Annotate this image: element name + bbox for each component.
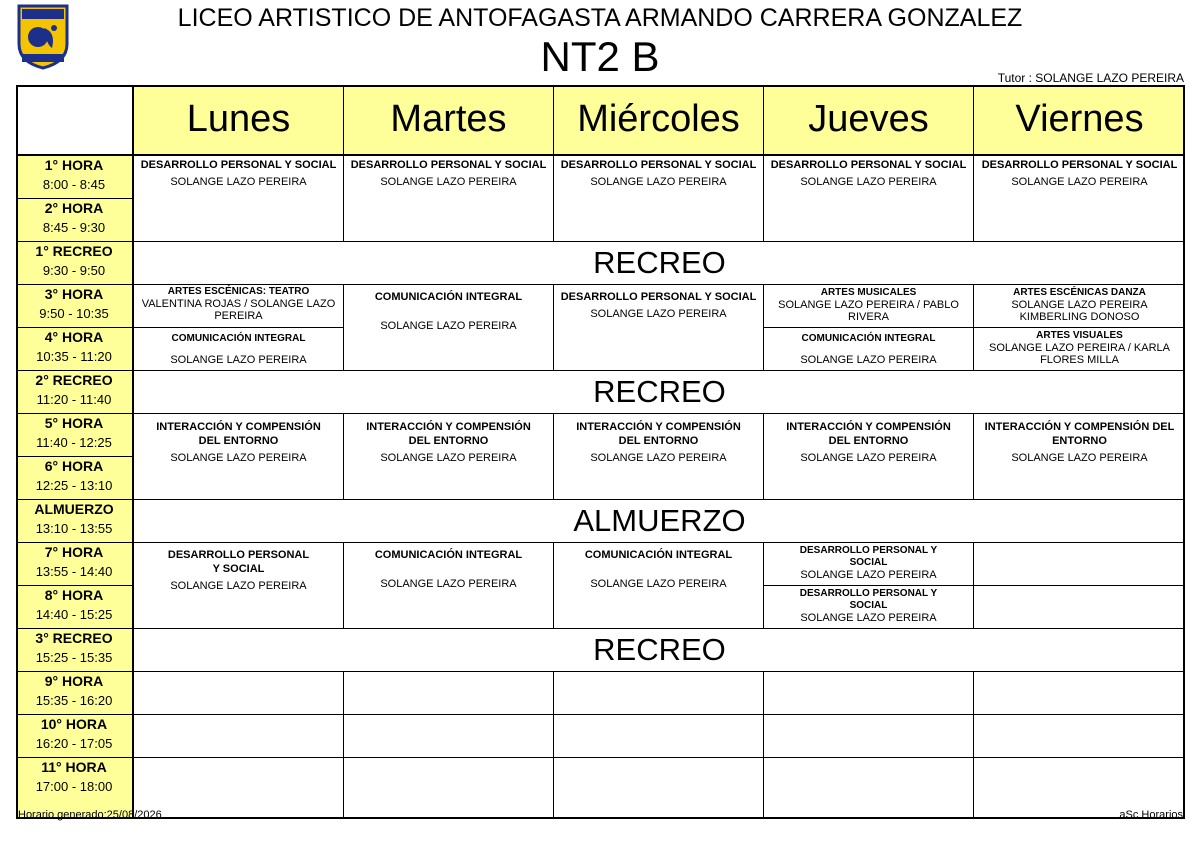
period-time: 9:50 - 10:35 <box>39 306 109 321</box>
period-time: 12:25 - 13:10 <box>35 478 113 493</box>
lesson-subject: ARTES ESCÉNICAS DANZA <box>1013 287 1146 298</box>
period-8 <box>16 586 134 629</box>
lesson-martes-3-4[interactable] <box>344 285 554 371</box>
day-header-miercoles: Miércoles <box>554 85 764 156</box>
period-almuerzo <box>16 500 134 543</box>
lesson-subject: DESARROLLO PERSONAL Y SOCIAL <box>560 291 757 303</box>
lesson-subject: COMUNICACIÓN INTEGRAL <box>584 549 733 561</box>
empty-cell[interactable] <box>554 715 764 758</box>
day-header-lunes: Lunes <box>134 85 344 156</box>
lesson-lunes-7-8[interactable] <box>134 543 344 629</box>
empty-cell[interactable] <box>764 758 974 819</box>
lesson-jueves-8[interactable] <box>764 586 974 629</box>
lesson-teacher: SOLANGE LAZO PEREIRA <box>170 452 307 464</box>
lesson-teacher: SOLANGE LAZO PEREIRA / KARLA FLORES MILLA <box>989 342 1170 366</box>
generated-date: Horario generado:25/08/2026 <box>18 809 162 821</box>
lesson-subject: DESARROLLO PERSONAL Y SOCIAL <box>560 159 757 171</box>
school-name: LICEO ARTISTICO DE ANTOFAGASTA ARMANDO CARRERA GONZALEZ <box>177 4 1023 32</box>
lesson-martes-7-8[interactable] <box>344 543 554 629</box>
day-header-viernes: Viernes <box>974 85 1185 156</box>
lesson-subject: INTERACCIÓN Y COMPENSIÓN DEL ENTORNO <box>156 421 321 447</box>
lesson-teacher: SOLANGE LAZO PEREIRA <box>590 308 727 320</box>
lesson-jueves-1-2[interactable] <box>764 156 974 242</box>
lesson-subject: COMUNICACIÓN INTEGRAL <box>374 291 523 303</box>
empty-viernes-7[interactable] <box>974 543 1185 586</box>
lesson-subject: DESARROLLO PERSONAL Y SOCIAL <box>799 545 938 568</box>
period-time: 13:55 - 14:40 <box>35 564 113 579</box>
empty-cell[interactable] <box>344 672 554 715</box>
period-10 <box>16 715 134 758</box>
lesson-subject: INTERACCIÓN Y COMPENSIÓN DEL ENTORNO <box>984 421 1175 447</box>
school-logo <box>16 4 70 70</box>
lesson-subject: COMUNICACIÓN INTEGRAL <box>801 333 936 344</box>
lesson-subject: ARTES VISUALES <box>1036 330 1123 341</box>
empty-cell[interactable] <box>344 715 554 758</box>
period-name: 9° HORA <box>44 673 104 689</box>
period-1 <box>16 156 134 199</box>
lesson-teacher: SOLANGE LAZO PEREIRA <box>800 354 937 366</box>
period-5 <box>16 414 134 457</box>
lesson-teacher: SOLANGE LAZO PEREIRA <box>800 569 937 581</box>
lesson-teacher: SOLANGE LAZO PEREIRA <box>380 452 517 464</box>
period-name: 2° HORA <box>44 200 104 216</box>
period-time: 8:00 - 8:45 <box>42 177 106 192</box>
period-name: 5° HORA <box>44 415 104 431</box>
day-header-martes: Martes <box>344 85 554 156</box>
lesson-subject: DESARROLLO PERSONAL Y SOCIAL <box>140 159 337 171</box>
lesson-subject: DESARROLLO PERSONAL Y SOCIAL <box>799 588 938 611</box>
lesson-viernes-3[interactable] <box>974 285 1185 328</box>
period-name: 1° HORA <box>44 157 104 173</box>
tutor-label: Tutor : SOLANGE LAZO PEREIRA <box>997 71 1184 85</box>
period-6 <box>16 457 134 500</box>
empty-cell[interactable] <box>554 758 764 819</box>
lesson-viernes-4[interactable] <box>974 328 1185 371</box>
period-time: 13:10 - 13:55 <box>35 521 113 536</box>
lesson-subject: ARTES MUSICALES <box>820 287 917 298</box>
period-time: 15:35 - 16:20 <box>35 693 113 708</box>
lesson-teacher: SOLANGE LAZO PEREIRA <box>380 578 517 590</box>
period-9 <box>16 672 134 715</box>
period-7 <box>16 543 134 586</box>
period-name: 11° HORA <box>41 759 107 775</box>
period-time: 15:25 - 15:35 <box>35 650 113 665</box>
lesson-miercoles-7-8[interactable] <box>554 543 764 629</box>
lesson-miercoles-3-4[interactable] <box>554 285 764 371</box>
empty-cell[interactable] <box>764 715 974 758</box>
lesson-teacher: SOLANGE LAZO PEREIRA <box>380 320 517 332</box>
lesson-subject: COMUNICACIÓN INTEGRAL <box>374 549 523 561</box>
lesson-jueves-4[interactable] <box>764 328 974 371</box>
lesson-jueves-3[interactable] <box>764 285 974 328</box>
lesson-miercoles-1-2[interactable] <box>554 156 764 242</box>
lesson-martes-1-2[interactable] <box>344 156 554 242</box>
lesson-viernes-1-2[interactable] <box>974 156 1185 242</box>
period-3 <box>16 285 134 328</box>
lesson-teacher: SOLANGE LAZO PEREIRA / PABLO RIVERA <box>778 299 959 323</box>
empty-cell[interactable] <box>134 715 344 758</box>
lesson-jueves-5-6[interactable] <box>764 414 974 500</box>
lesson-teacher: SOLANGE LAZO PEREIRA <box>590 176 727 188</box>
software-credit: aSc Horarios <box>1119 809 1183 821</box>
lesson-subject: DESARROLLO PERSONAL Y SOCIAL <box>981 159 1178 171</box>
break-recreo-2: RECREO <box>134 371 1185 414</box>
period-time: 17:00 - 18:00 <box>35 779 113 794</box>
lesson-teacher: SOLANGE LAZO PEREIRA <box>590 578 727 590</box>
lesson-subject: DESARROLLO PERSONAL Y SOCIAL <box>770 159 967 171</box>
period-time: 10:35 - 11:20 <box>36 349 112 364</box>
lesson-jueves-7[interactable] <box>764 543 974 586</box>
period-name: 3° RECREO <box>35 630 113 646</box>
period-recreo-3 <box>16 629 134 672</box>
lesson-lunes-1-2[interactable] <box>134 156 344 242</box>
period-name: 7° HORA <box>44 544 104 560</box>
lesson-teacher: SOLANGE LAZO PEREIRA <box>1011 452 1148 464</box>
empty-cell[interactable] <box>554 672 764 715</box>
period-name: 1° RECREO <box>35 243 113 259</box>
empty-cell[interactable] <box>134 758 344 819</box>
period-time: 9:30 - 9:50 <box>42 263 106 278</box>
period-recreo-1 <box>16 242 134 285</box>
period-name: 3° HORA <box>44 286 104 302</box>
lesson-teacher: SOLANGE LAZO PEREIRA <box>800 612 937 624</box>
lesson-teacher: SOLANGE LAZO PEREIRA <box>1011 176 1148 188</box>
period-time: 14:40 - 15:25 <box>35 607 113 622</box>
lesson-lunes-3[interactable] <box>134 285 344 328</box>
lesson-martes-5-6[interactable] <box>344 414 554 500</box>
lesson-teacher: SOLANGE LAZO PEREIRA <box>170 176 307 188</box>
period-time: 16:20 - 17:05 <box>35 736 113 751</box>
day-header-jueves: Jueves <box>764 85 974 156</box>
lesson-teacher: SOLANGE LAZO PEREIRA <box>590 452 727 464</box>
lesson-subject: DESARROLLO PERSONAL Y SOCIAL <box>167 549 310 575</box>
lesson-subject: COMUNICACIÓN INTEGRAL <box>171 333 306 344</box>
period-name: 4° HORA <box>44 329 104 345</box>
period-name: 8° HORA <box>44 587 104 603</box>
period-name: 10° HORA <box>40 716 108 732</box>
period-name: 2° RECREO <box>35 372 113 388</box>
lesson-subject: INTERACCIÓN Y COMPENSIÓN DEL ENTORNO <box>366 421 531 447</box>
period-time: 11:20 - 11:40 <box>36 392 112 407</box>
lesson-subject: DESARROLLO PERSONAL Y SOCIAL <box>350 159 547 171</box>
empty-cell[interactable] <box>974 715 1185 758</box>
break-almuerzo: ALMUERZO <box>134 500 1185 543</box>
lesson-subject: ARTES ESCÉNICAS: TEATRO <box>167 286 310 297</box>
lesson-teacher: SOLANGE LAZO PEREIRA <box>800 452 937 464</box>
lesson-teacher: SOLANGE LAZO PEREIRA KIMBERLING DONOSO <box>1011 299 1148 323</box>
class-name: NT2 B <box>540 33 660 80</box>
lesson-viernes-5-6[interactable] <box>974 414 1185 500</box>
break-recreo-3: RECREO <box>134 629 1185 672</box>
period-4 <box>16 328 134 371</box>
lesson-teacher: SOLANGE LAZO PEREIRA <box>170 580 307 592</box>
lesson-lunes-4[interactable] <box>134 328 344 371</box>
period-name: ALMUERZO <box>34 501 114 517</box>
lesson-subject: INTERACCIÓN Y COMPENSIÓN DEL ENTORNO <box>576 421 741 447</box>
period-2 <box>16 199 134 242</box>
empty-cell[interactable] <box>134 672 344 715</box>
empty-viernes-8[interactable] <box>974 586 1185 629</box>
period-time: 8:45 - 9:30 <box>42 220 106 235</box>
lesson-lunes-5-6[interactable] <box>134 414 344 500</box>
corner-cell <box>16 85 134 156</box>
lesson-subject: INTERACCIÓN Y COMPENSIÓN DEL ENTORNO <box>786 421 951 447</box>
break-recreo-1: RECREO <box>134 242 1185 285</box>
empty-cell[interactable] <box>344 758 554 819</box>
period-time: 11:40 - 12:25 <box>36 435 112 450</box>
lesson-miercoles-5-6[interactable] <box>554 414 764 500</box>
lesson-teacher: SOLANGE LAZO PEREIRA <box>170 354 307 366</box>
timetable-grid <box>16 85 1185 819</box>
period-recreo-2 <box>16 371 134 414</box>
lesson-teacher: VALENTINA ROJAS / SOLANGE LAZO PEREIRA <box>141 298 336 322</box>
lesson-teacher: SOLANGE LAZO PEREIRA <box>800 176 937 188</box>
period-name: 6° HORA <box>44 458 104 474</box>
lesson-teacher: SOLANGE LAZO PEREIRA <box>380 176 517 188</box>
empty-cell[interactable] <box>974 672 1185 715</box>
empty-cell[interactable] <box>764 672 974 715</box>
